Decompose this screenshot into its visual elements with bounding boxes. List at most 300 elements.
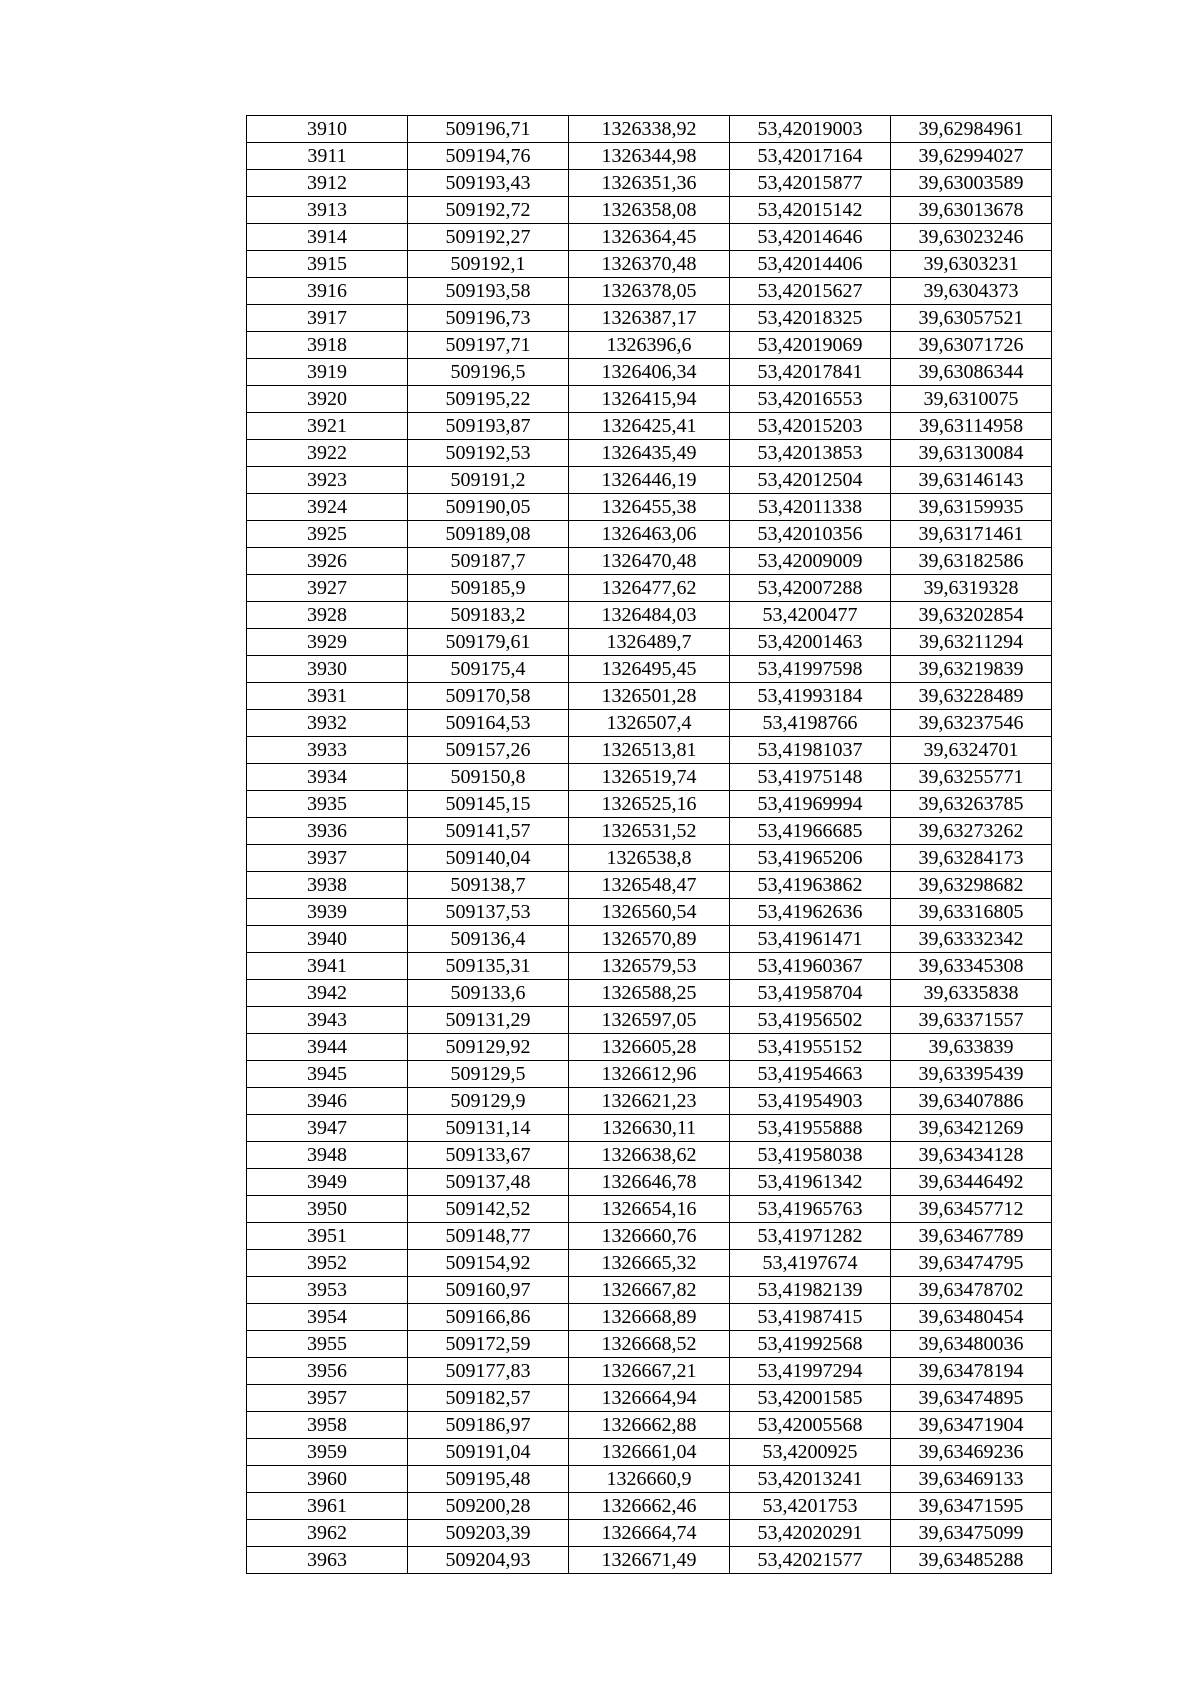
x-coordinate-cell: 509189,08 [408,521,569,548]
latitude-cell: 53,41982139 [730,1277,891,1304]
x-coordinate-cell: 509186,97 [408,1412,569,1439]
longitude-cell: 39,63469133 [891,1466,1052,1493]
longitude-cell: 39,63023246 [891,224,1052,251]
coordinates-table [246,115,1052,1574]
y-coordinate-cell: 1326548,47 [569,872,730,899]
point-number-cell: 3919 [247,359,408,386]
table-row [247,656,1052,683]
x-coordinate-cell: 509191,2 [408,467,569,494]
table-row [247,278,1052,305]
y-coordinate-cell: 1326660,9 [569,1466,730,1493]
y-coordinate-cell: 1326525,16 [569,791,730,818]
table-row [247,683,1052,710]
y-coordinate-cell: 1326338,92 [569,116,730,143]
longitude-cell: 39,63485288 [891,1547,1052,1574]
x-coordinate-cell: 509185,9 [408,575,569,602]
longitude-cell: 39,63345308 [891,953,1052,980]
table-row [247,251,1052,278]
longitude-cell: 39,63480036 [891,1331,1052,1358]
latitude-cell: 53,41966685 [730,818,891,845]
x-coordinate-cell: 509172,59 [408,1331,569,1358]
table-row [247,791,1052,818]
x-coordinate-cell: 509131,29 [408,1007,569,1034]
table-row [247,1439,1052,1466]
latitude-cell: 53,42014646 [730,224,891,251]
x-coordinate-cell: 509157,26 [408,737,569,764]
point-number-cell: 3916 [247,278,408,305]
point-number-cell: 3914 [247,224,408,251]
x-coordinate-cell: 509131,14 [408,1115,569,1142]
latitude-cell: 53,41962636 [730,899,891,926]
y-coordinate-cell: 1326621,23 [569,1088,730,1115]
point-number-cell: 3957 [247,1385,408,1412]
y-coordinate-cell: 1326646,78 [569,1169,730,1196]
y-coordinate-cell: 1326507,4 [569,710,730,737]
table-row [247,899,1052,926]
x-coordinate-cell: 509142,52 [408,1196,569,1223]
latitude-cell: 53,4200477 [730,602,891,629]
point-number-cell: 3954 [247,1304,408,1331]
y-coordinate-cell: 1326477,62 [569,575,730,602]
point-number-cell: 3951 [247,1223,408,1250]
table-row [247,386,1052,413]
longitude-cell: 39,63086344 [891,359,1052,386]
point-number-cell: 3945 [247,1061,408,1088]
x-coordinate-cell: 509150,8 [408,764,569,791]
y-coordinate-cell: 1326358,08 [569,197,730,224]
longitude-cell: 39,63146143 [891,467,1052,494]
x-coordinate-cell: 509141,57 [408,818,569,845]
x-coordinate-cell: 509196,71 [408,116,569,143]
y-coordinate-cell: 1326495,45 [569,656,730,683]
latitude-cell: 53,42017164 [730,143,891,170]
latitude-cell: 53,41987415 [730,1304,891,1331]
x-coordinate-cell: 509182,57 [408,1385,569,1412]
y-coordinate-cell: 1326579,53 [569,953,730,980]
latitude-cell: 53,42019003 [730,116,891,143]
latitude-cell: 53,42019069 [730,332,891,359]
y-coordinate-cell: 1326668,52 [569,1331,730,1358]
x-coordinate-cell: 509137,53 [408,899,569,926]
latitude-cell: 53,41981037 [730,737,891,764]
longitude-cell: 39,63071726 [891,332,1052,359]
table-row [247,1061,1052,1088]
x-coordinate-cell: 509196,5 [408,359,569,386]
table-row [247,737,1052,764]
x-coordinate-cell: 509190,05 [408,494,569,521]
latitude-cell: 53,4198766 [730,710,891,737]
table-row [247,1331,1052,1358]
point-number-cell: 3941 [247,953,408,980]
point-number-cell: 3918 [247,332,408,359]
point-number-cell: 3948 [247,1142,408,1169]
x-coordinate-cell: 509140,04 [408,845,569,872]
table-row [247,1169,1052,1196]
y-coordinate-cell: 1326661,04 [569,1439,730,1466]
y-coordinate-cell: 1326605,28 [569,1034,730,1061]
latitude-cell: 53,41961471 [730,926,891,953]
latitude-cell: 53,41965206 [730,845,891,872]
longitude-cell: 39,63159935 [891,494,1052,521]
point-number-cell: 3943 [247,1007,408,1034]
y-coordinate-cell: 1326484,03 [569,602,730,629]
y-coordinate-cell: 1326662,46 [569,1493,730,1520]
latitude-cell: 53,41955888 [730,1115,891,1142]
latitude-cell: 53,4197674 [730,1250,891,1277]
point-number-cell: 3962 [247,1520,408,1547]
latitude-cell: 53,42011338 [730,494,891,521]
table-row [247,575,1052,602]
point-number-cell: 3942 [247,980,408,1007]
latitude-cell: 53,42007288 [730,575,891,602]
table-row [247,980,1052,1007]
table-row [247,305,1052,332]
point-number-cell: 3947 [247,1115,408,1142]
y-coordinate-cell: 1326662,88 [569,1412,730,1439]
point-number-cell: 3936 [247,818,408,845]
x-coordinate-cell: 509133,6 [408,980,569,1007]
table-row [247,1358,1052,1385]
y-coordinate-cell: 1326470,48 [569,548,730,575]
longitude-cell: 39,62994027 [891,143,1052,170]
x-coordinate-cell: 509196,73 [408,305,569,332]
point-number-cell: 3961 [247,1493,408,1520]
table-row [247,1520,1052,1547]
longitude-cell: 39,63003589 [891,170,1052,197]
point-number-cell: 3938 [247,872,408,899]
coordinates-table-body [247,116,1052,1574]
table-row [247,521,1052,548]
point-number-cell: 3920 [247,386,408,413]
latitude-cell: 53,42017841 [730,359,891,386]
longitude-cell: 39,63211294 [891,629,1052,656]
longitude-cell: 39,63202854 [891,602,1052,629]
point-number-cell: 3955 [247,1331,408,1358]
latitude-cell: 53,4200925 [730,1439,891,1466]
longitude-cell: 39,62984961 [891,116,1052,143]
y-coordinate-cell: 1326538,8 [569,845,730,872]
table-row [247,818,1052,845]
table-row [247,1466,1052,1493]
table-row [247,710,1052,737]
longitude-cell: 39,63480454 [891,1304,1052,1331]
latitude-cell: 53,42018325 [730,305,891,332]
x-coordinate-cell: 509170,58 [408,683,569,710]
longitude-cell: 39,63457712 [891,1196,1052,1223]
longitude-cell: 39,63332342 [891,926,1052,953]
x-coordinate-cell: 509192,72 [408,197,569,224]
y-coordinate-cell: 1326638,62 [569,1142,730,1169]
x-coordinate-cell: 509145,15 [408,791,569,818]
point-number-cell: 3921 [247,413,408,440]
y-coordinate-cell: 1326455,38 [569,494,730,521]
point-number-cell: 3923 [247,467,408,494]
table-row [247,872,1052,899]
table-row [247,224,1052,251]
latitude-cell: 53,41961342 [730,1169,891,1196]
y-coordinate-cell: 1326668,89 [569,1304,730,1331]
y-coordinate-cell: 1326630,11 [569,1115,730,1142]
latitude-cell: 53,42009009 [730,548,891,575]
latitude-cell: 53,41992568 [730,1331,891,1358]
latitude-cell: 53,41997294 [730,1358,891,1385]
point-number-cell: 3924 [247,494,408,521]
x-coordinate-cell: 509129,92 [408,1034,569,1061]
y-coordinate-cell: 1326364,45 [569,224,730,251]
x-coordinate-cell: 509193,58 [408,278,569,305]
y-coordinate-cell: 1326588,25 [569,980,730,1007]
table-row [247,1223,1052,1250]
point-number-cell: 3928 [247,602,408,629]
longitude-cell: 39,6310075 [891,386,1052,413]
x-coordinate-cell: 509154,92 [408,1250,569,1277]
y-coordinate-cell: 1326671,49 [569,1547,730,1574]
longitude-cell: 39,63407886 [891,1088,1052,1115]
latitude-cell: 53,41954903 [730,1088,891,1115]
table-row [247,602,1052,629]
longitude-cell: 39,633839 [891,1034,1052,1061]
table-row [247,1385,1052,1412]
y-coordinate-cell: 1326664,94 [569,1385,730,1412]
point-number-cell: 3932 [247,710,408,737]
longitude-cell: 39,63228489 [891,683,1052,710]
longitude-cell: 39,6303231 [891,251,1052,278]
x-coordinate-cell: 509166,86 [408,1304,569,1331]
table-row [247,926,1052,953]
latitude-cell: 53,42021577 [730,1547,891,1574]
longitude-cell: 39,63395439 [891,1061,1052,1088]
table-row [247,467,1052,494]
point-number-cell: 3927 [247,575,408,602]
table-row [247,1412,1052,1439]
x-coordinate-cell: 509136,4 [408,926,569,953]
longitude-cell: 39,63421269 [891,1115,1052,1142]
table-row [247,413,1052,440]
latitude-cell: 53,41960367 [730,953,891,980]
y-coordinate-cell: 1326665,32 [569,1250,730,1277]
latitude-cell: 53,42016553 [730,386,891,413]
latitude-cell: 53,4201753 [730,1493,891,1520]
y-coordinate-cell: 1326660,76 [569,1223,730,1250]
table-row [247,1250,1052,1277]
y-coordinate-cell: 1326667,82 [569,1277,730,1304]
longitude-cell: 39,63057521 [891,305,1052,332]
x-coordinate-cell: 509133,67 [408,1142,569,1169]
longitude-cell: 39,63475099 [891,1520,1052,1547]
table-row [247,332,1052,359]
table-row [247,116,1052,143]
y-coordinate-cell: 1326351,36 [569,170,730,197]
longitude-cell: 39,63471595 [891,1493,1052,1520]
x-coordinate-cell: 509192,53 [408,440,569,467]
y-coordinate-cell: 1326519,74 [569,764,730,791]
x-coordinate-cell: 509129,9 [408,1088,569,1115]
latitude-cell: 53,41963862 [730,872,891,899]
x-coordinate-cell: 509164,53 [408,710,569,737]
x-coordinate-cell: 509195,22 [408,386,569,413]
table-row [247,143,1052,170]
longitude-cell: 39,63171461 [891,521,1052,548]
y-coordinate-cell: 1326570,89 [569,926,730,953]
longitude-cell: 39,63446492 [891,1169,1052,1196]
x-coordinate-cell: 509135,31 [408,953,569,980]
latitude-cell: 53,42015142 [730,197,891,224]
x-coordinate-cell: 509177,83 [408,1358,569,1385]
y-coordinate-cell: 1326406,34 [569,359,730,386]
latitude-cell: 53,41954663 [730,1061,891,1088]
point-number-cell: 3922 [247,440,408,467]
table-row [247,197,1052,224]
x-coordinate-cell: 509129,5 [408,1061,569,1088]
point-number-cell: 3913 [247,197,408,224]
latitude-cell: 53,42015203 [730,413,891,440]
longitude-cell: 39,63237546 [891,710,1052,737]
point-number-cell: 3910 [247,116,408,143]
latitude-cell: 53,42001585 [730,1385,891,1412]
table-row [247,1007,1052,1034]
point-number-cell: 3912 [247,170,408,197]
x-coordinate-cell: 509160,97 [408,1277,569,1304]
table-row [247,953,1052,980]
y-coordinate-cell: 1326489,7 [569,629,730,656]
y-coordinate-cell: 1326597,05 [569,1007,730,1034]
point-number-cell: 3950 [247,1196,408,1223]
y-coordinate-cell: 1326513,81 [569,737,730,764]
latitude-cell: 53,41965763 [730,1196,891,1223]
table-row [247,1088,1052,1115]
table-row [247,440,1052,467]
point-number-cell: 3925 [247,521,408,548]
x-coordinate-cell: 509203,39 [408,1520,569,1547]
longitude-cell: 39,63013678 [891,197,1052,224]
x-coordinate-cell: 509183,2 [408,602,569,629]
point-number-cell: 3934 [247,764,408,791]
longitude-cell: 39,63434128 [891,1142,1052,1169]
point-number-cell: 3929 [247,629,408,656]
longitude-cell: 39,63316805 [891,899,1052,926]
longitude-cell: 39,63467789 [891,1223,1052,1250]
table-row [247,1493,1052,1520]
table-row [247,629,1052,656]
point-number-cell: 3930 [247,656,408,683]
point-number-cell: 3937 [247,845,408,872]
point-number-cell: 3963 [247,1547,408,1574]
point-number-cell: 3946 [247,1088,408,1115]
longitude-cell: 39,63474895 [891,1385,1052,1412]
latitude-cell: 53,42001463 [730,629,891,656]
longitude-cell: 39,63182586 [891,548,1052,575]
longitude-cell: 39,63219839 [891,656,1052,683]
x-coordinate-cell: 509200,28 [408,1493,569,1520]
table-row [247,1115,1052,1142]
longitude-cell: 39,63298682 [891,872,1052,899]
point-number-cell: 3949 [247,1169,408,1196]
longitude-cell: 39,63273262 [891,818,1052,845]
y-coordinate-cell: 1326446,19 [569,467,730,494]
y-coordinate-cell: 1326531,52 [569,818,730,845]
latitude-cell: 53,42013241 [730,1466,891,1493]
y-coordinate-cell: 1326378,05 [569,278,730,305]
latitude-cell: 53,42014406 [730,251,891,278]
latitude-cell: 53,42015877 [730,170,891,197]
x-coordinate-cell: 509204,93 [408,1547,569,1574]
point-number-cell: 3933 [247,737,408,764]
x-coordinate-cell: 509192,1 [408,251,569,278]
y-coordinate-cell: 1326344,98 [569,143,730,170]
longitude-cell: 39,63478194 [891,1358,1052,1385]
longitude-cell: 39,63474795 [891,1250,1052,1277]
point-number-cell: 3958 [247,1412,408,1439]
longitude-cell: 39,6304373 [891,278,1052,305]
y-coordinate-cell: 1326654,16 [569,1196,730,1223]
point-number-cell: 3940 [247,926,408,953]
y-coordinate-cell: 1326463,06 [569,521,730,548]
table-row [247,548,1052,575]
latitude-cell: 53,42020291 [730,1520,891,1547]
y-coordinate-cell: 1326387,17 [569,305,730,332]
point-number-cell: 3952 [247,1250,408,1277]
point-number-cell: 3926 [247,548,408,575]
latitude-cell: 53,41971282 [730,1223,891,1250]
longitude-cell: 39,63471904 [891,1412,1052,1439]
x-coordinate-cell: 509195,48 [408,1466,569,1493]
longitude-cell: 39,63284173 [891,845,1052,872]
x-coordinate-cell: 509193,43 [408,170,569,197]
longitude-cell: 39,63114958 [891,413,1052,440]
latitude-cell: 53,41969994 [730,791,891,818]
longitude-cell: 39,63263785 [891,791,1052,818]
latitude-cell: 53,41993184 [730,683,891,710]
table-row [247,359,1052,386]
table-row [247,1142,1052,1169]
y-coordinate-cell: 1326667,21 [569,1358,730,1385]
point-number-cell: 3939 [247,899,408,926]
table-row [247,1304,1052,1331]
point-number-cell: 3953 [247,1277,408,1304]
point-number-cell: 3911 [247,143,408,170]
table-row [247,764,1052,791]
x-coordinate-cell: 509193,87 [408,413,569,440]
longitude-cell: 39,6319328 [891,575,1052,602]
x-coordinate-cell: 509175,4 [408,656,569,683]
latitude-cell: 53,41975148 [730,764,891,791]
latitude-cell: 53,42005568 [730,1412,891,1439]
x-coordinate-cell: 509191,04 [408,1439,569,1466]
table-row [247,1034,1052,1061]
table-row [247,170,1052,197]
point-number-cell: 3956 [247,1358,408,1385]
y-coordinate-cell: 1326560,54 [569,899,730,926]
x-coordinate-cell: 509148,77 [408,1223,569,1250]
y-coordinate-cell: 1326612,96 [569,1061,730,1088]
longitude-cell: 39,63130084 [891,440,1052,467]
point-number-cell: 3917 [247,305,408,332]
longitude-cell: 39,63478702 [891,1277,1052,1304]
latitude-cell: 53,42015627 [730,278,891,305]
latitude-cell: 53,42012504 [730,467,891,494]
latitude-cell: 53,42013853 [730,440,891,467]
x-coordinate-cell: 509187,7 [408,548,569,575]
longitude-cell: 39,6324701 [891,737,1052,764]
longitude-cell: 39,63371557 [891,1007,1052,1034]
latitude-cell: 53,41956502 [730,1007,891,1034]
longitude-cell: 39,6335838 [891,980,1052,1007]
point-number-cell: 3935 [247,791,408,818]
x-coordinate-cell: 509194,76 [408,143,569,170]
point-number-cell: 3960 [247,1466,408,1493]
x-coordinate-cell: 509197,71 [408,332,569,359]
table-row [247,1547,1052,1574]
